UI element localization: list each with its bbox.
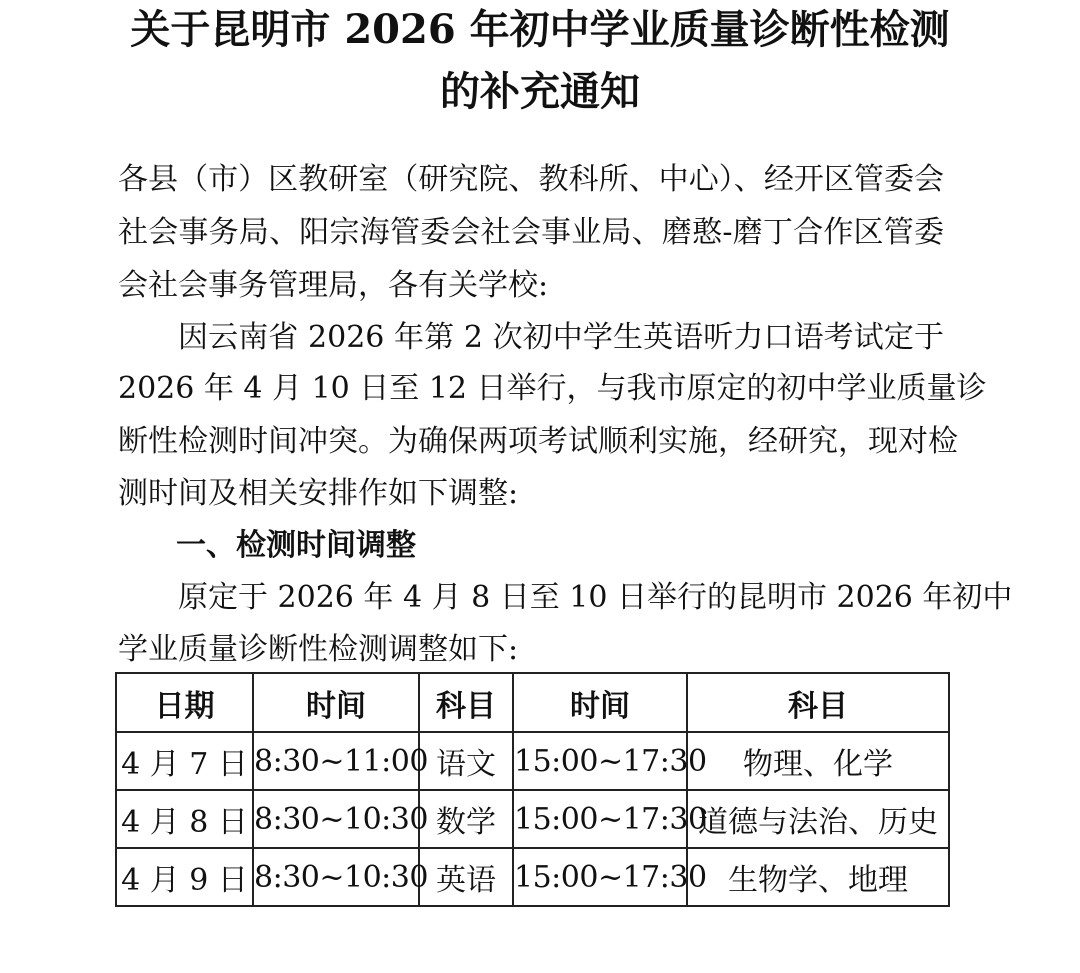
cell-morning-time: 8:30~10:30 [253, 848, 419, 906]
cell-morning-subject: 英语 [419, 848, 513, 906]
table-row [116, 848, 949, 906]
addressee-line-1: 各县（市）区教研室（研究院、教科所、中心）、经开区管委会 [118, 162, 944, 197]
document-title-line-1: 关于昆明市 2026 年初中学业质量诊断性检测 [130, 6, 950, 53]
cell-morning-subject: 数学 [419, 790, 513, 848]
header-afternoon-subject: 科目 [687, 673, 949, 732]
cell-morning-time: 8:30~11:00 [253, 732, 419, 790]
schedule-table [115, 672, 950, 907]
cell-date: 4 月 7 日 [116, 732, 253, 790]
intro-line-2: 2026 年 4 月 10 日至 12 日举行，与我市原定的初中学业质量诊 [118, 371, 987, 406]
table-header-row [116, 673, 949, 732]
intro-line-1: 因云南省 2026 年第 2 次初中学生英语听力口语考试定于 [178, 320, 944, 355]
table-row [116, 790, 949, 848]
section1-line-2: 学业质量诊断性检测调整如下: [118, 632, 519, 667]
cell-afternoon-time: 15:00~17:30 [513, 848, 687, 906]
header-afternoon-time: 时间 [513, 673, 687, 732]
addressee-line-2: 社会事务局、阳宗海管委会社会事业局、磨憨-磨丁合作区管委 [118, 215, 944, 250]
intro-line-3: 断性检测时间冲突。为确保两项考试顺利实施，经研究，现对检 [118, 424, 958, 459]
addressee-line-3: 会社会事务管理局，各有关学校: [118, 268, 549, 303]
header-morning-time: 时间 [253, 673, 419, 732]
cell-date: 4 月 8 日 [116, 790, 253, 848]
table-row [116, 732, 949, 790]
cell-date: 4 月 9 日 [116, 848, 253, 906]
header-morning-subject: 科目 [419, 673, 513, 732]
intro-line-4: 测时间及相关安排作如下调整: [118, 476, 519, 511]
cell-afternoon-subject: 生物学、地理 [687, 848, 949, 906]
cell-morning-subject: 语文 [419, 732, 513, 790]
document-title-line-2: 的补充通知 [440, 68, 640, 115]
header-date: 日期 [116, 673, 253, 732]
cell-afternoon-time: 15:00~17:30 [513, 790, 687, 848]
section-heading-time-adjustment: 一、检测时间调整 [176, 528, 416, 563]
cell-afternoon-subject: 道德与法治、历史 [687, 790, 949, 848]
cell-afternoon-time: 15:00~17:30 [513, 732, 687, 790]
cell-morning-time: 8:30~10:30 [253, 790, 419, 848]
cell-afternoon-subject: 物理、化学 [687, 732, 949, 790]
section1-line-1: 原定于 2026 年 4 月 8 日至 10 日举行的昆明市 2026 年初中 [178, 580, 1013, 615]
